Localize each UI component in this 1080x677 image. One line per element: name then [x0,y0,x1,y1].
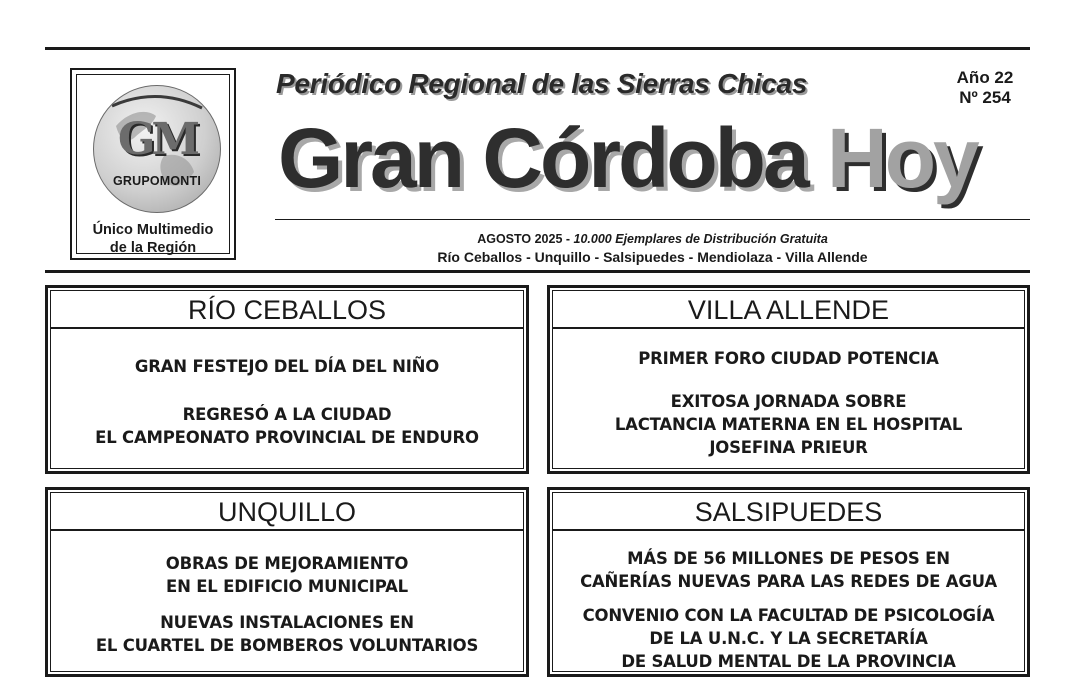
headline[interactable] [553,390,1024,459]
headline-line: NUEVAS INSTALACIONES EN [160,613,414,632]
headline-line: EXITOSA JORNADA SOBRE [670,392,907,411]
section-title: UNQUILLO [51,493,523,531]
section-title: VILLA ALLENDE [553,291,1024,329]
grupo-monti-logo [70,68,236,260]
top-rule [45,47,1030,50]
section-rio-ceballos [45,285,529,474]
headline-line: JOSEFINA PRIEUR [709,438,868,457]
headline[interactable] [51,355,523,378]
headline[interactable] [51,611,523,657]
section-frame [552,290,1025,469]
issue-year: Año 22 [956,68,1014,87]
headline-line: OBRAS DE MEJORAMIENTO [165,554,409,573]
headline[interactable] [51,403,523,449]
headline[interactable] [553,604,1024,673]
brand-name: GRUPOMONTI [112,174,202,188]
gm-monogram: GM [117,114,197,165]
globe-icon [93,85,221,213]
headline-line: PRIMER FORO CIUDAD POTENCIA [638,349,939,368]
headline[interactable] [553,547,1024,593]
section-title: SALSIPUEDES [553,493,1024,531]
headline[interactable] [553,347,1024,370]
headline-line: DE LA U.N.C. Y LA SECRETARÍA [649,629,928,648]
section-frame [50,492,524,672]
section-frame [552,492,1025,672]
section-unquillo [45,487,529,677]
edition-separator: - [562,232,574,246]
towns-list: Río Ceballos - Unquillo - Salsipuedes - Mendiolaza - Villa Allende [437,249,868,265]
headline-line: DE SALUD MENTAL DE LA PROVINCIA [621,652,956,671]
section-title: RÍO CEBALLOS [51,291,523,329]
logo-caption-line: de la Región [109,240,197,256]
logo-frame [76,74,230,254]
issue-info [940,68,1030,108]
header-bottom-rule [45,270,1030,273]
masthead-title [278,108,977,208]
section-salsipuedes [547,487,1030,677]
section-frame [50,290,524,469]
logo-caption-line: Único Multimedio [92,222,214,238]
headline-line: EN EL EDIFICIO MUNICIPAL [166,577,408,596]
headline-line: CONVENIO CON LA FACULTAD DE PSICOLOGÍA [582,606,995,625]
headline-line: REGRESÓ A LA CIUDAD [182,405,392,424]
headline-line: LACTANCIA MATERNA EN EL HOSPITAL [614,415,963,434]
section-villa-allende [547,285,1030,474]
headline-line: EL CUARTEL DE BOMBEROS VOLUNTARIOS [95,636,479,655]
masthead-accent: Hoy [827,111,977,205]
tagline: Periódico Regional de las Sierras Chicas [276,68,808,99]
edition-circulation: 10.000 Ejemplares de Distribución Gratuita [573,232,828,246]
headline[interactable] [51,552,523,598]
masthead-main: Gran Córdoba [278,111,807,205]
edition-date: AGOSTO 2025 [477,232,563,246]
headline-line: GRAN FESTEJO DEL DÍA DEL NIÑO [134,357,440,376]
edition-line [275,232,1030,246]
issue-number: Nº 254 [959,88,1011,107]
headline-line: MÁS DE 56 MILLONES DE PESOS EN [627,549,950,568]
headline-line: CAÑERÍAS NUEVAS PARA LAS REDES DE AGUA [580,572,997,591]
headline-line: EL CAMPEONATO PROVINCIAL DE ENDURO [95,428,479,447]
logo-caption [77,221,229,257]
masthead-underline [275,219,1030,220]
